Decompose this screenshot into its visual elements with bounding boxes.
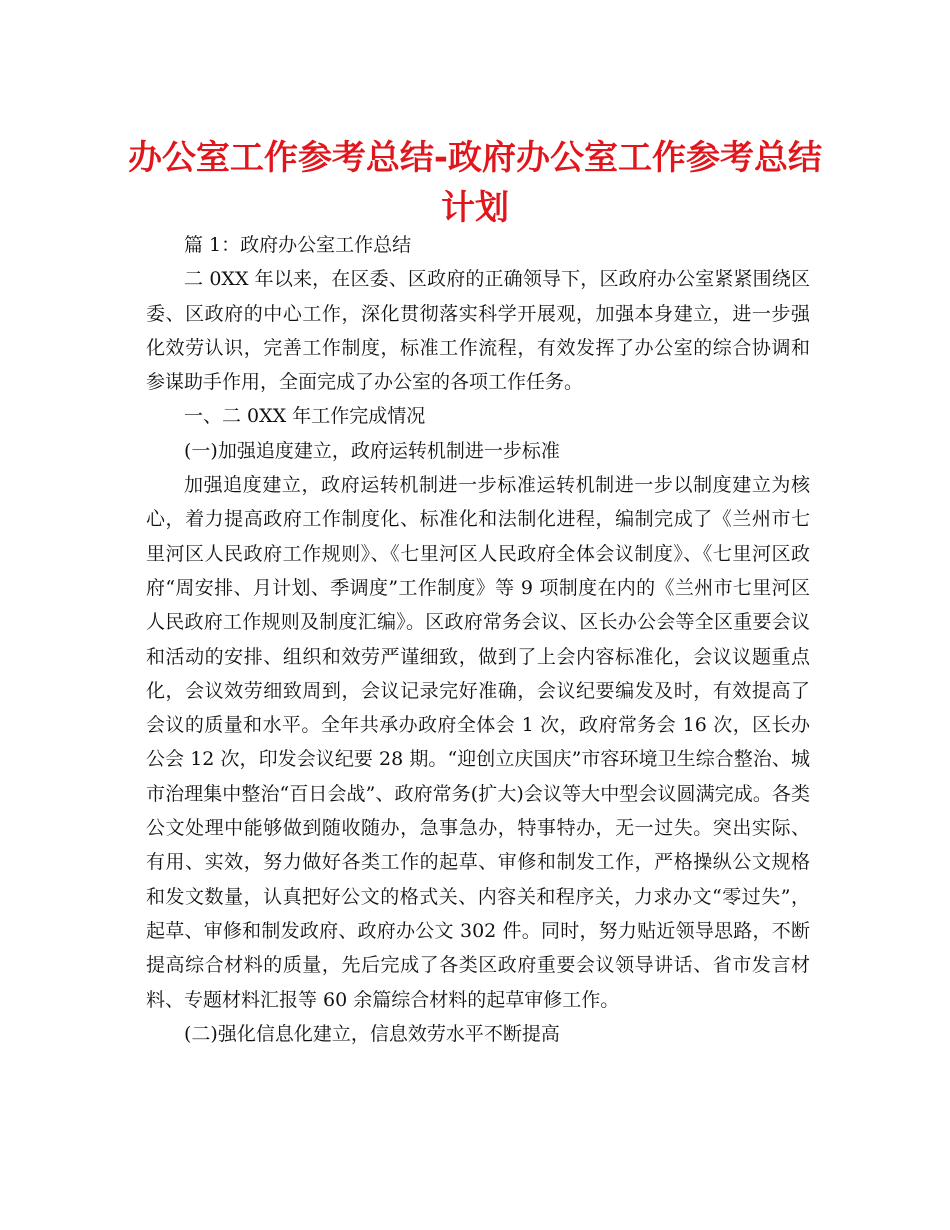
document-title: 办公室工作参考总结-政府办公室工作参考总结: [127, 138, 823, 178]
section-heading-work-status: 一、二 0XX 年工作完成情况: [184, 405, 426, 428]
subsection-heading-2: (二)强化信息化建立，信息效劳水平不断提高: [184, 1022, 560, 1045]
body-paragraph: 加强追度建立，政府运转机制进一步标准运转机制进一步以制度建立为核心，着力提高政府工作制度化、标准化和法制化进程，编制完成了《兰州市七里河区人民政府工作规则》、《七里河区人民政府全体会议制度》、《七里河区政府“周安排、月计划、季调度”工作制度》等 9 项制度在内的《兰州市七里河区人民政府工作规则及制度汇编》。区政府常务会议、区长办公会等全区重要会议和活动的安排、组织和效劳严谨细致，做到了上会内容标准化，会议议题重点化，会议效劳细致周到，会议记录完好准确，会议纪要编发及时，有效提高了会议的质量和水平。全年共承办政府全体会 1 次，政府常务会 16 次，区长办公会 12 次，印发会议纪要 28 期。“迎创立庆国庆”市容环境卫生综合整治、城市治理集中整治“百日会战”、政府常务(扩大)会议等大中型会议圆满完成。各类公文处理中能够做到随收随办，急事急办，特事特办，无一过失。突出实际、有用、实效，努力做好各类工作的起草、审修和制发工作，严格操纵公文规格和发文数量，认真把好公文的格式关、内容关和程序关，力求办文“零过失”，起草、审修和制发政府、政府办公文 302 件。同时，努力贴近领导思路，不断提高综合材料的质量，先后完成了各类区政府重要会议领导讲话、省市发言材料、专题材料汇报等 60 余篇综合材料的起草审修工作。: [146, 474, 810, 1011]
document-title-continued: 计划: [441, 188, 509, 228]
section-heading-part-1: 篇 1：政府办公室工作总结: [184, 234, 412, 256]
document-body: [146, 228, 810, 1051]
subsection-heading-1: (一)加强追度建立，政府运转机制进一步标准: [184, 439, 560, 462]
intro-paragraph: 二 0XX 年以来，在区委、区政府的正确领导下，区政府办公室紧紧围绕区委、区政府的中心工作，深化贯彻落实科学开展观，加强本身建立，进一步强化效劳认识，完善工作制度，标准工作流程，有效发挥了办公室的综合协调和参谋助手作用，全面完成了办公室的各项工作任务。: [146, 268, 810, 394]
